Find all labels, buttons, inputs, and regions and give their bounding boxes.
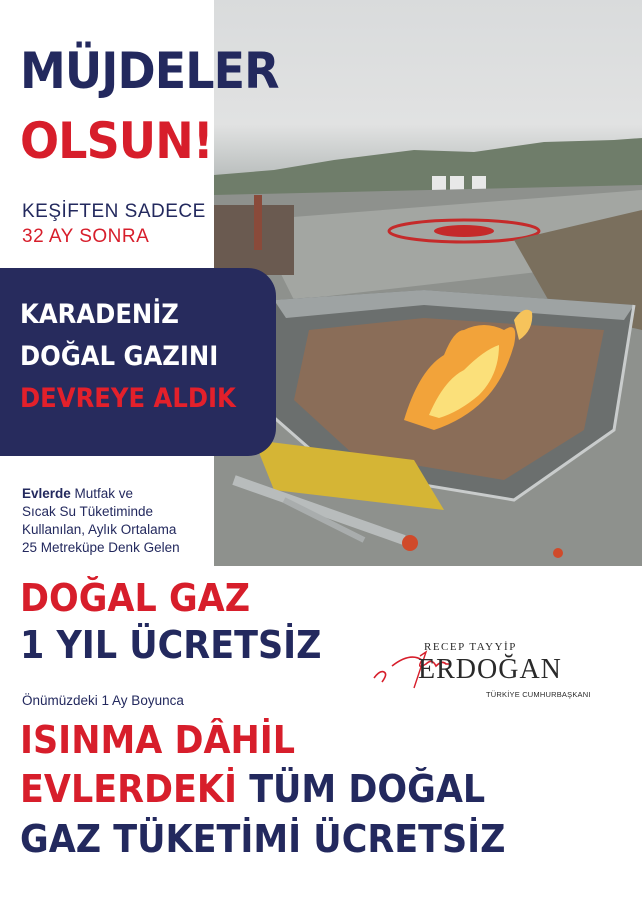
signature-title: TÜRKİYE CUMHURBAŞKANI [486, 690, 591, 699]
headline-line-1: MÜJDELER [20, 42, 279, 100]
subtitle-line-2: 32 AY SONRA [22, 226, 150, 247]
headline-line-2: OLSUN! [20, 112, 213, 170]
banner-line-2: DOĞAL GAZINI [20, 341, 219, 372]
detail-line-2: Sıcak Su Tüketiminde [22, 504, 154, 519]
offer2-line-3: GAZ TÜKETİMİ ÜCRETSİZ [20, 817, 506, 861]
announcement-banner [0, 268, 276, 456]
offer1-line-1: DOĞAL GAZ [20, 576, 251, 620]
signature-name-top: RECEP TAYYİP [424, 641, 517, 653]
detail-bold: Evlerde [22, 486, 71, 501]
offer2-line-1: ISINMA DÂHİL [20, 718, 296, 762]
banner-line-3: DEVREYE ALDIK [20, 383, 236, 414]
detail-line-1: Mutfak ve [70, 486, 134, 501]
offer1-line-2: 1 YIL ÜCRETSİZ [20, 623, 322, 667]
period-text: Önümüzdeki 1 Ay Boyunca [22, 693, 184, 708]
subtitle-line-1: KEŞİFTEN SADECE [22, 201, 206, 222]
offer2-line-2-navy: TÜM DOĞAL [237, 767, 486, 811]
detail-text [22, 485, 222, 557]
detail-line-4: 25 Metreküpe Denk Gelen [22, 540, 180, 555]
offer2-line-2-red: EVLERDEKİ [20, 767, 238, 811]
detail-line-3: Kullanılan, Aylık Ortalama [22, 522, 177, 537]
banner-line-1: KARADENİZ [20, 299, 179, 330]
signature-name: ERDOĞAN [418, 654, 562, 685]
offer2-line-2 [20, 768, 485, 810]
